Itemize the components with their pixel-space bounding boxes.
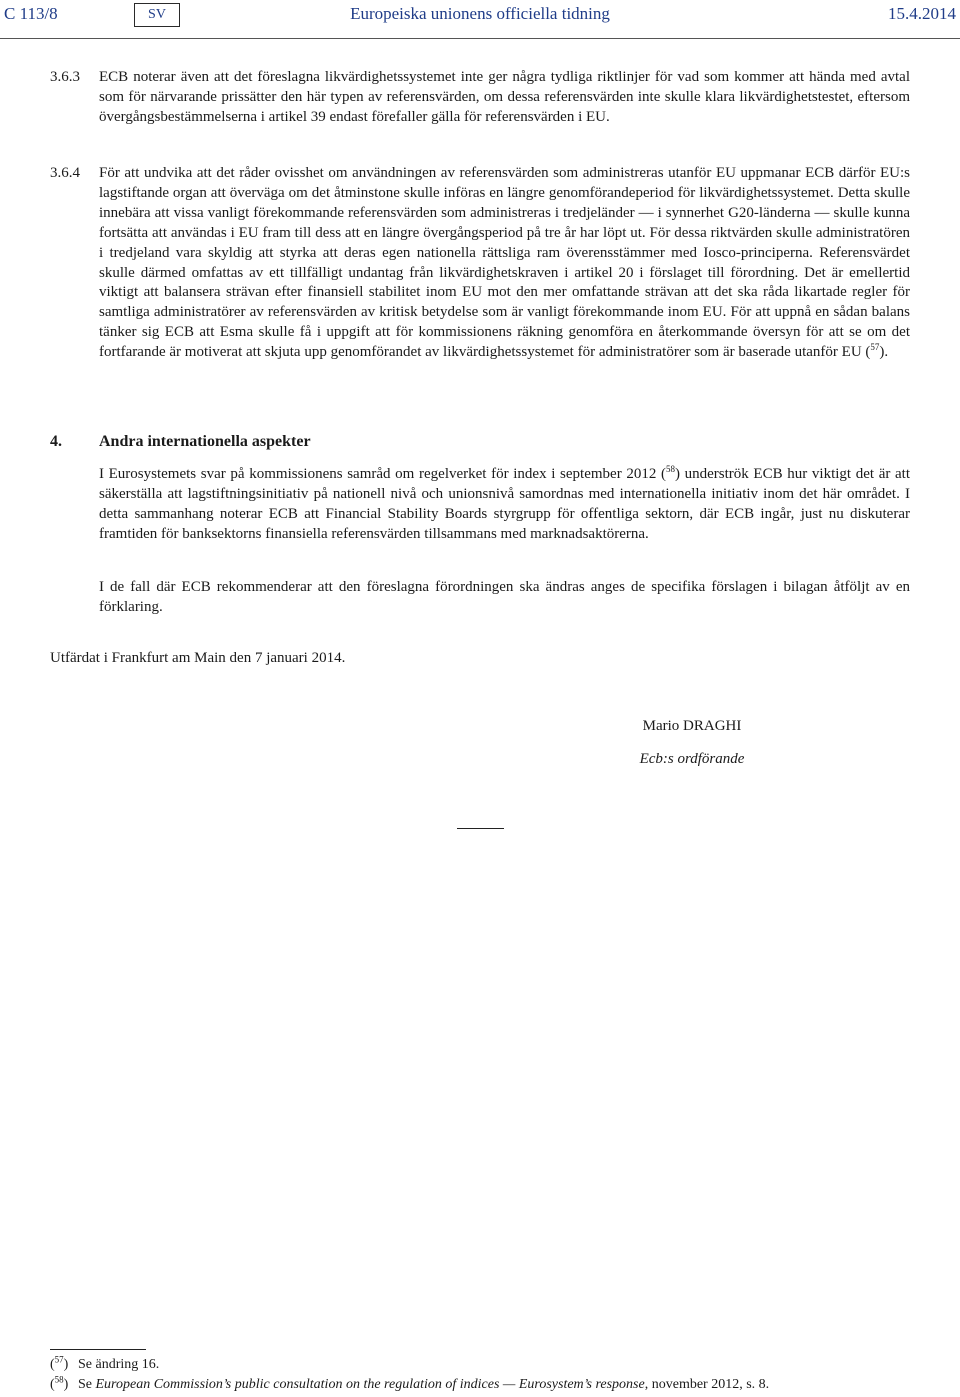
paragraph-3-6-3 — [50, 68, 910, 128]
paragraph-text: ECB noterar även att det föreslagna likvärdighetssystemet inte ger några tydliga riktlinjer för vad som kommer att hända med avtal som för närvarande prissätter den här typen av referensvärden, om dessa referensvärden inte skulle klara likvärdighetstestet, eftersom övergångsbestämmelserna i artikel 39 endast förefaller gälla för referensvärden i EU. — [99, 69, 910, 125]
section-paragraph — [99, 465, 910, 545]
page-header — [0, 0, 960, 40]
header-rule — [0, 38, 960, 39]
footnote-text: Se — [78, 1377, 96, 1392]
footnote-marker: ($^{57}$) — [50, 1354, 69, 1372]
footnote-reference[interactable]: 58 — [665, 464, 675, 474]
paragraph-tail: ). — [879, 344, 889, 361]
paragraph-3-6-4 — [50, 164, 910, 363]
footnote-58 — [50, 1376, 769, 1394]
section-paragraph: I de fall där ECB rekommenderar att den föreslagna förordningen ska ändras anges de specifika förslagen i bilagan åtföljt av en förklaring. — [99, 579, 910, 615]
issued-line: Utfärdat i Frankfurt am Main den 7 januari 2014. — [50, 650, 346, 666]
footnote-57 — [50, 1356, 159, 1374]
signatory-title: Ecb:s ordförande — [639, 751, 745, 767]
paragraph-body: För att undvika att det råder ovisshet om användningen av referensvärden som administreras utanför EU uppmanar ECB därför EU:s lagstiftande organ att överväga om det åtminstone skulle införas en längre genomförandeperiod för likvärdighetssystemet. Detta skulle innebära att vissa vanligt förekommande referensvärden som administreras i tredjeländer — i synnerhet G20-länderna — skulle kunna fortsätta att användas i EU fram till dess att en längre övergångsperiod på tre år har löpt ut. För dessa riktvärden skulle administratören i tredjeland vara skyldig att styrka att deras egen nationella rättsliga ram överensstämmer med Iosco-principerna. Referensvärdet skulle därmed omfattas av ett tillfälligt undantag från likvärdighetskraven i artikel 20 i förslaget till förordning. Det är emellertid viktigt att balansera strävan efter finansiell stabilitet inom EU mot den mer omfattande strävan att det ska råda likartade regler för samtliga administratörer av referensvärden av kritisk betydelse som är vanligt förekommande inom EU. För att uppnå en sådan balans tänker sig ECB att Esma skulle få i uppgift att för kommissionens räkning genomföra en återkommande översyn för att se om det fortfarande är motiverat att skjuta upp genomförandet av likvärdighetssystemet för administratörer som är baserade utanför EU ( — [99, 165, 910, 361]
footnote-cited-title: European Commission’s public consultation on the regulation of indices — Eurosystem’s response — [95, 1377, 645, 1392]
signatory-name: Mario DRAGHI — [642, 718, 742, 734]
footnote-text: Se ändring 16. — [78, 1357, 160, 1372]
section-heading — [50, 433, 910, 451]
paragraph-body: ) underströk ECB hur viktigt det är att säkerställa att lagstiftningsinitiativ på nationell nivå och unionsnivå samordnas med internationella initiativ inom det här området. I detta sammanhang noterar ECB att Financial Stability Boards styrgrupp för offentliga sektorn, där ECB ingår, just nu diskuterar framtiden för banksektorns finansiella referensvärden tillsammans med marknadsaktörerna. — [99, 466, 910, 542]
paragraph-number: 3.6.3 — [50, 69, 80, 85]
section-number: 4. — [50, 433, 62, 450]
journal-reference: C 113/8 — [4, 4, 58, 23]
section-title: Andra internationella aspekter — [99, 433, 311, 450]
paragraph-text — [99, 164, 910, 363]
journal-title: Europeiska unionens officiella tidning — [350, 4, 610, 23]
footnote-reference[interactable]: 57 — [870, 342, 880, 353]
paragraph-number: 3.6.4 — [50, 165, 80, 181]
footnote-rule — [50, 1349, 146, 1350]
publication-date: 15.4.2014 — [888, 4, 956, 23]
end-of-document-rule — [457, 828, 504, 829]
footnote-number: 57 — [54, 1354, 64, 1365]
paragraph-body: I Eurosystemets svar på kommissionens samråd om regelverket för index i september 2012 ( — [99, 466, 666, 482]
footnote-text: , november 2012, s. 8. — [644, 1377, 770, 1392]
footnote-number: 58 — [54, 1374, 64, 1385]
footnote-marker: ($^{58}$) — [50, 1374, 69, 1392]
language-code-box: SV — [134, 3, 180, 27]
